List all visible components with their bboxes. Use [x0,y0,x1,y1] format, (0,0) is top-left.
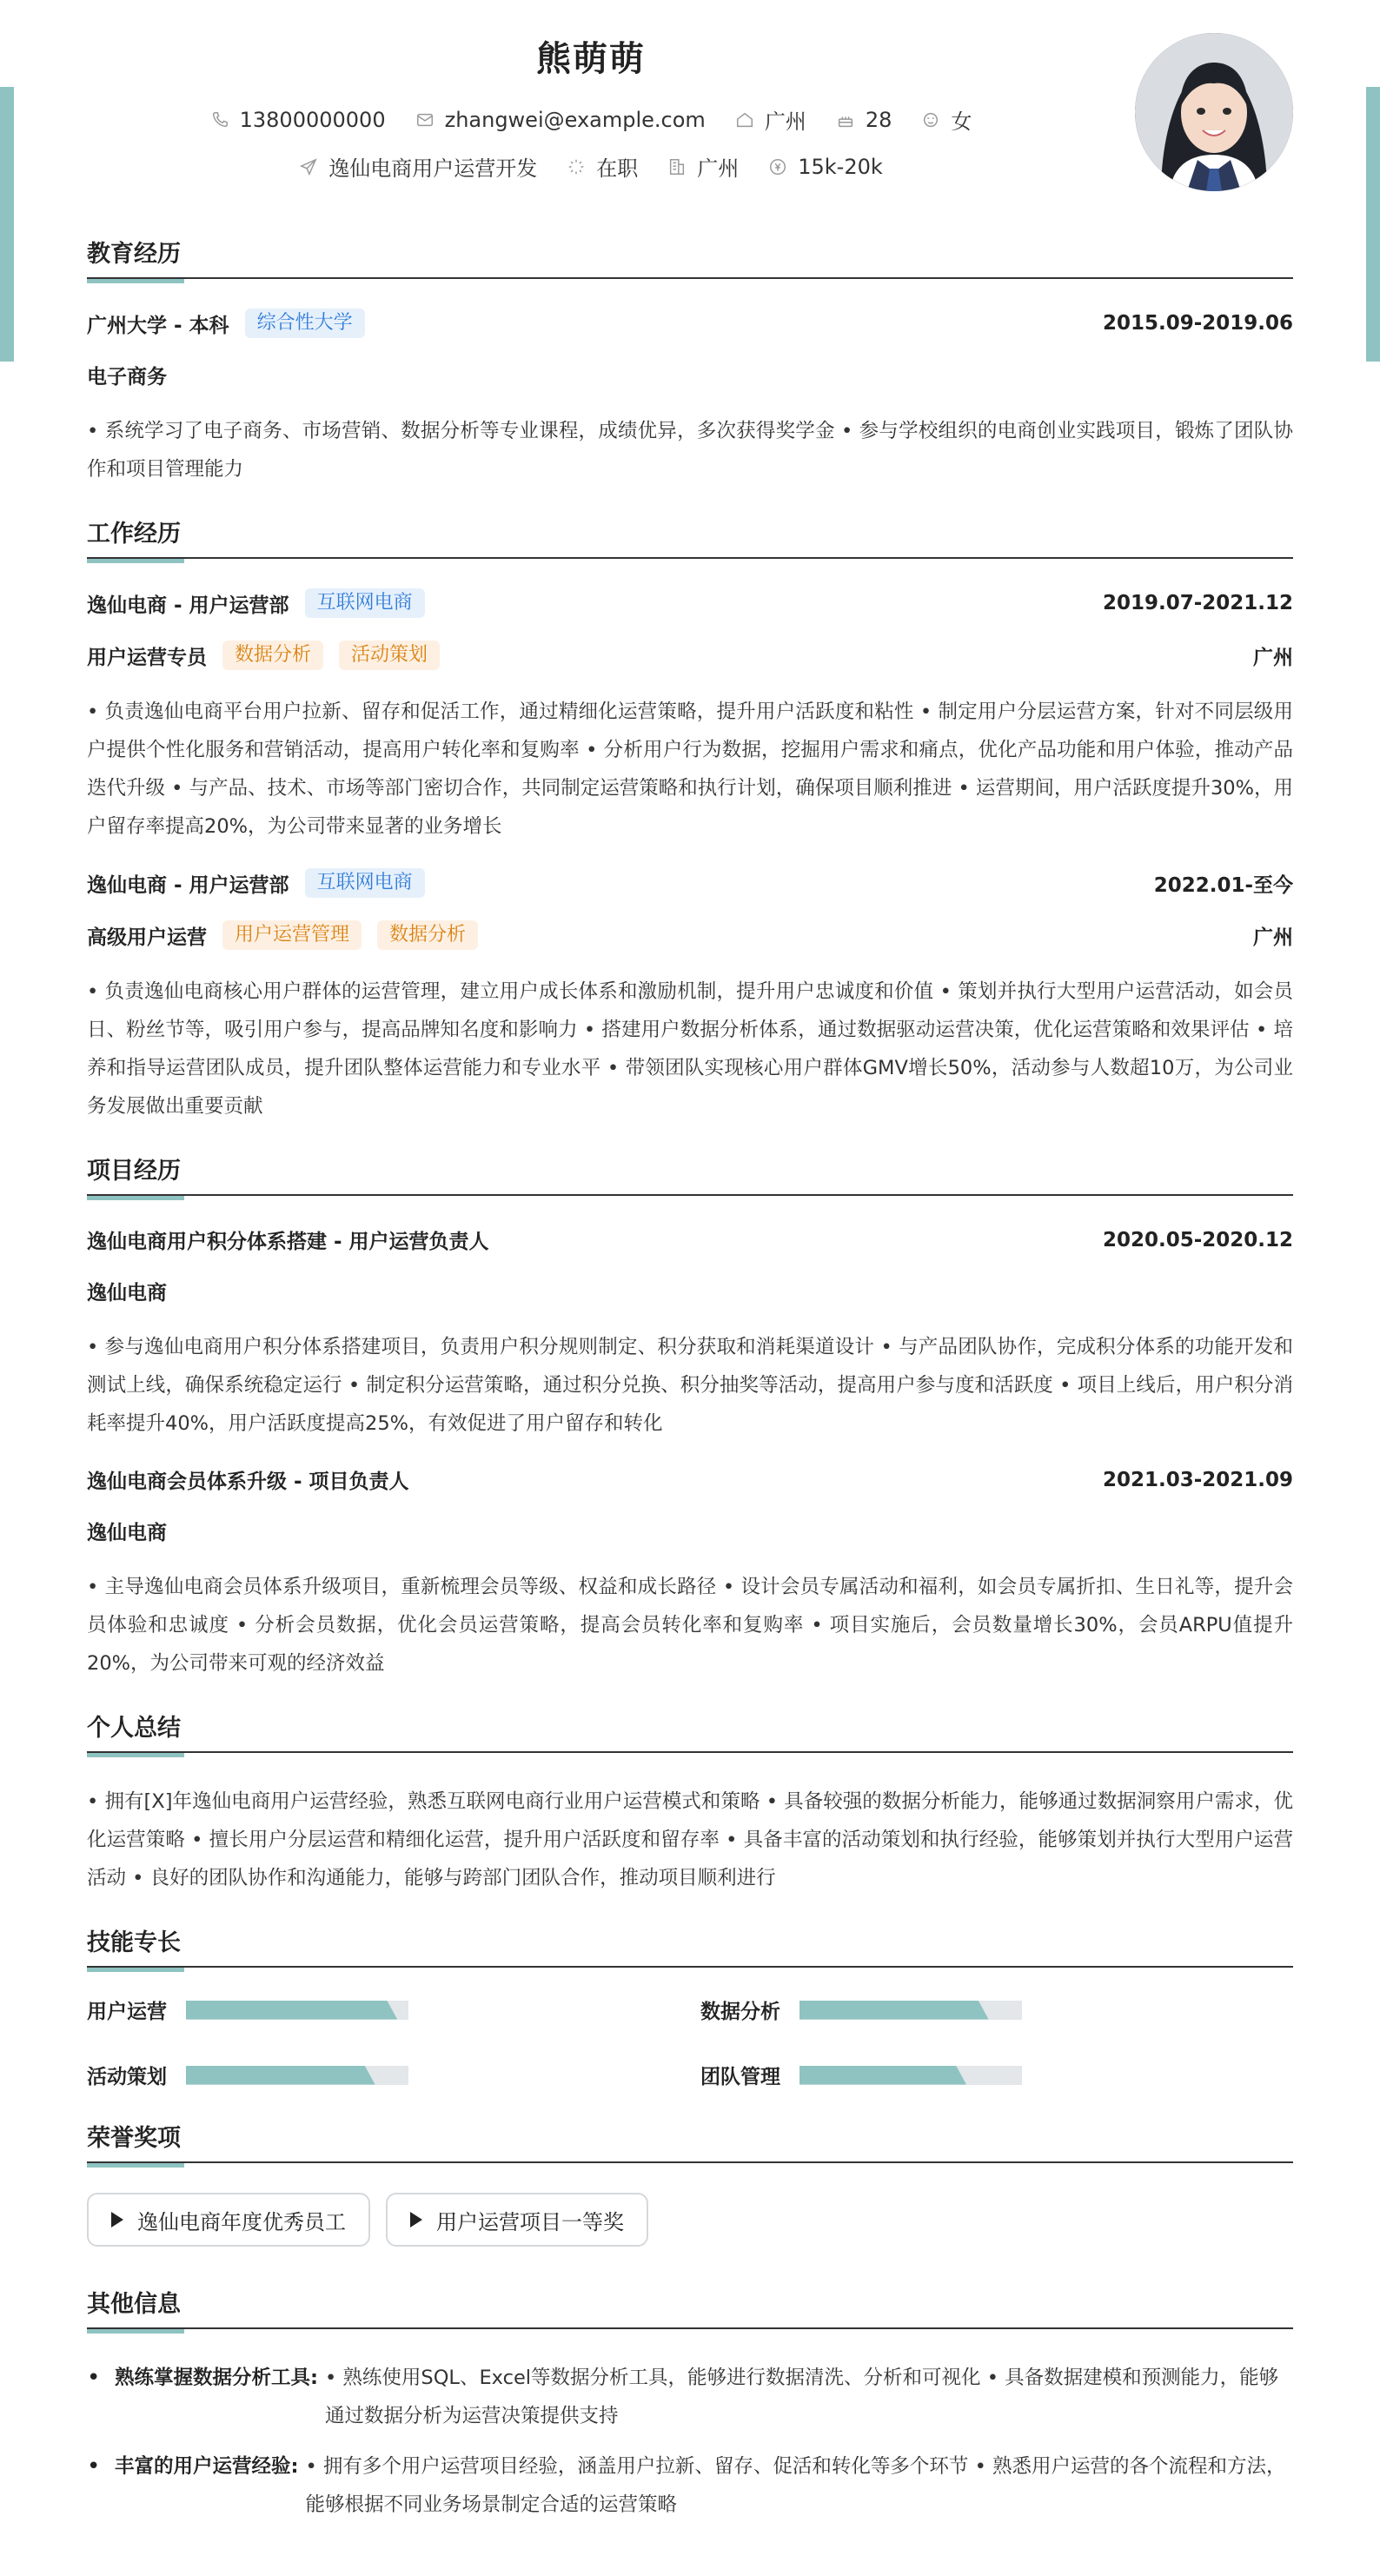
project-header-row [87,1465,1293,1494]
skills-title: 技能专长 [87,1923,1293,1968]
education-section [87,235,1293,488]
job-status-value: 在职 [596,156,639,181]
project-org-row [87,1517,1293,1545]
contact-phone [210,108,386,132]
send-icon [299,157,318,176]
play-icon [111,2212,123,2227]
phone-value: 13800000000 [239,107,386,132]
play-icon [410,2212,422,2227]
work-date: 2022.01-至今 [1153,873,1293,897]
industry-tag: 互联网电商 [305,868,425,898]
project-date: 2021.03-2021.09 [1102,1468,1293,1491]
award-label: 逸仙电商年度优秀员工 [137,2209,346,2234]
projects-section [87,1152,1293,1683]
project-date: 2020.05-2020.12 [1102,1228,1293,1251]
work-entry [87,868,1293,1125]
skill-bar [799,2066,1022,2085]
other-list [87,2359,1293,2524]
work-section [87,515,1293,1125]
resume-header [0,0,1380,200]
summary-section [87,1709,1293,1897]
phone-icon [210,110,229,129]
skill-bar [799,2001,1022,2020]
skill-tag: 数据分析 [377,920,478,950]
contact-row-basic [0,104,1182,135]
award-chip [87,2193,370,2247]
city-value: 广州 [764,110,806,134]
bullet-icon: • [87,2453,101,2480]
job-status [567,151,638,182]
education-major-row [87,361,1293,389]
projects-title: 项目经历 [87,1152,1293,1196]
contact-gender [921,104,972,135]
avatar [1135,33,1293,191]
summary-desc: • 拥有[X]年逸仙电商用户运营经验，熟悉互联网电商行业用户运营模式和策略 • 具备较强的数据分析能力，能够通过数据洞察用户需求，优化运营策略 • 擅长用户分层运营和精细化运营，提升用户活跃度和留存率 • 具备丰富的活动策划和执行经验，能够策划并执行大型用户运营活动 • 良好的团队协作和沟通能力，能够与跨部门团队合作，推动项目顺利进行 [87,1790,1293,1889]
project-org: 逸仙电商 [87,1522,167,1544]
skill-item [700,2061,1293,2089]
skill-fill [799,2001,989,2020]
education-title: 教育经历 [87,235,1293,279]
project-desc: • 参与逸仙电商用户积分体系搭建项目，负责用户积分规则制定、积分获取和消耗渠道设计 • 与产品团队协作，完成积分体系的功能开发和测试上线，确保系统稳定运行 • 制定积分运营策略，通过积分兑换、积分抽奖等活动，提高用户参与度和活跃度 • 项目上线后，用户积分消耗率提升40%，用户活跃度提高25%，有效促进了用户留存和转化 [87,1336,1293,1435]
skill-fill [186,2001,397,2020]
skill-tag: 活动策划 [339,641,440,670]
other-text: • 拥有多个用户运营项目经验，涵盖用户拉新、留存、促活和转化等多个环节 • 熟悉用户运营的各个流程和方法，能够根据不同业务场景制定合适的运营策略 [305,2455,1286,2516]
other-section [87,2285,1293,2524]
project-header-row [87,1225,1293,1254]
company-name: 逸仙电商 - 用户运营部 [87,873,289,897]
contact-row-job [0,151,1182,182]
target-city-value: 广州 [697,156,740,181]
target-job-value: 逸仙电商用户运营开发 [328,156,538,181]
job-role: 用户运营专员 [87,646,207,669]
gender-value: 女 [951,110,972,134]
target-job [299,151,537,182]
gender-icon [921,110,940,129]
work-desc: • 负责逸仙电商核心用户群体的运营管理，建立用户成长体系和激励机制，提升用户忠诚度和价值 • 策划并执行大型用户运营活动，如会员日、粉丝节等，吸引用户参与，提高品牌知名度和影响力 • 搭建用户数据分析体系，通过数据驱动运营决策，优化运营策略和效果评估 • 培养和指导运营团队成员，提升团队整体运营能力和专业水平 • 带领团队实现核心用户群体GMV增长50%，活动参与人数超10万，为公司业务发展做出重要贡献 [87,980,1293,1118]
money-icon [768,157,787,176]
work-desc: • 负责逸仙电商平台用户拉新、留存和促活工作，通过精细化运营策略，提升用户活跃度和粘性 • 制定用户分层运营方案，针对不同层级用户提供个性化服务和营销活动，提高用户转化率和复购率 • 分析用户行为数据，挖掘用户需求和痛点，优化产品功能和用户体验，推动产品迭代升级 • 与产品、技术、市场等部门密切合作，共同制定运营策略和执行计划，确保项目顺利推进 • 运营期间，用户活跃度提升30%，用户留存率提高20%，为公司带来显著的业务增长 [87,700,1293,838]
skill-item [87,1995,700,2024]
expected-salary [768,155,883,179]
building-icon [667,157,687,176]
other-label: 丰富的用户运营经验: [115,2455,299,2478]
school-name: 广州大学 - 本科 [87,314,229,337]
education-date: 2015.09-2019.06 [1102,312,1293,335]
project-name: 逸仙电商用户积分体系搭建 - 用户运营负责人 [87,1231,489,1253]
mail-icon [415,110,435,129]
candidate-name: 熊萌萌 [536,39,646,79]
contact-age [836,108,892,132]
skill-name: 活动策划 [87,2066,167,2088]
work-header-row [87,868,1293,898]
target-city [667,151,739,182]
industry-tag: 互联网电商 [305,588,425,618]
project-name: 逸仙电商会员体系升级 - 项目负责人 [87,1471,409,1493]
project-org: 逸仙电商 [87,1282,167,1305]
company-name: 逸仙电商 - 用户运营部 [87,594,289,617]
project-entry [87,1465,1293,1683]
project-org-row [87,1277,1293,1305]
summary-title: 个人总结 [87,1709,1293,1753]
work-entry [87,588,1293,846]
work-date: 2019.07-2021.12 [1102,592,1293,614]
education-header-row [87,309,1293,338]
awards-title: 荣誉奖项 [87,2119,1293,2163]
work-role-row [87,920,1293,950]
email-value: zhangwei@example.com [444,107,706,132]
work-role-row [87,641,1293,670]
skill-item [87,2061,700,2089]
skills-section [87,1923,1293,2089]
skill-name: 数据分析 [700,2001,780,2023]
bullet-icon: • [87,2365,101,2391]
project-desc: • 主导逸仙电商会员体系升级项目，重新梳理会员等级、权益和成长路径 • 设计会员专属活动和福利，如会员专属折扣、生日礼等，提升会员体验和忠诚度 • 分析会员数据，优化会员运营策略，提高会员转化率和复购率 • 项目实施后，会员数量增长30%，会员ARPU值提升20%，为公司带来可观的经济效益 [87,1576,1293,1675]
skill-tag: 数据分析 [222,641,323,670]
age-value: 28 [865,107,892,132]
work-title: 工作经历 [87,515,1293,559]
work-location: 广州 [1253,646,1293,669]
skill-item [700,1995,1293,2024]
awards-section [87,2119,1293,2247]
education-desc: • 系统学习了电子商务、市场营销、数据分析等专业课程，成绩优异，多次获得奖学金 • 参与学校组织的电商创业实践项目，锻炼了团队协作和项目管理能力 [87,420,1293,481]
other-item [87,2359,1293,2435]
resume-body [87,235,1293,2550]
other-item [87,2447,1293,2524]
job-role: 高级用户运营 [87,926,207,949]
major: 电子商务 [87,366,167,388]
salary-value: 15k-20k [798,154,883,179]
skill-name: 团队管理 [700,2066,780,2088]
age-icon [836,110,855,129]
school-tag: 综合性大学 [245,309,365,338]
skill-name: 用户运营 [87,2001,167,2023]
contact-email [415,108,706,132]
award-label: 用户运营项目一等奖 [436,2209,624,2234]
other-text: • 熟练使用SQL、Excel等数据分析工具，能够进行数据清洗、分析和可视化 • 具备数据建模和预测能力，能够通过数据分析为运营决策提供支持 [325,2367,1279,2427]
award-chip [386,2193,648,2247]
other-title: 其他信息 [87,2285,1293,2329]
work-location: 广州 [1253,926,1293,949]
other-label: 熟练掌握数据分析工具: [115,2367,318,2389]
status-icon [567,157,586,176]
skill-tag: 用户运营管理 [222,920,362,950]
skill-fill [186,2066,375,2085]
work-header-row [87,588,1293,618]
skill-bar [186,2001,408,2020]
skill-bar [186,2066,408,2085]
skills-grid [87,1995,1293,2089]
skill-fill [799,2066,966,2085]
home-icon [735,110,754,129]
contact-city [735,104,806,135]
project-entry [87,1225,1293,1443]
awards-list [87,2193,1293,2247]
